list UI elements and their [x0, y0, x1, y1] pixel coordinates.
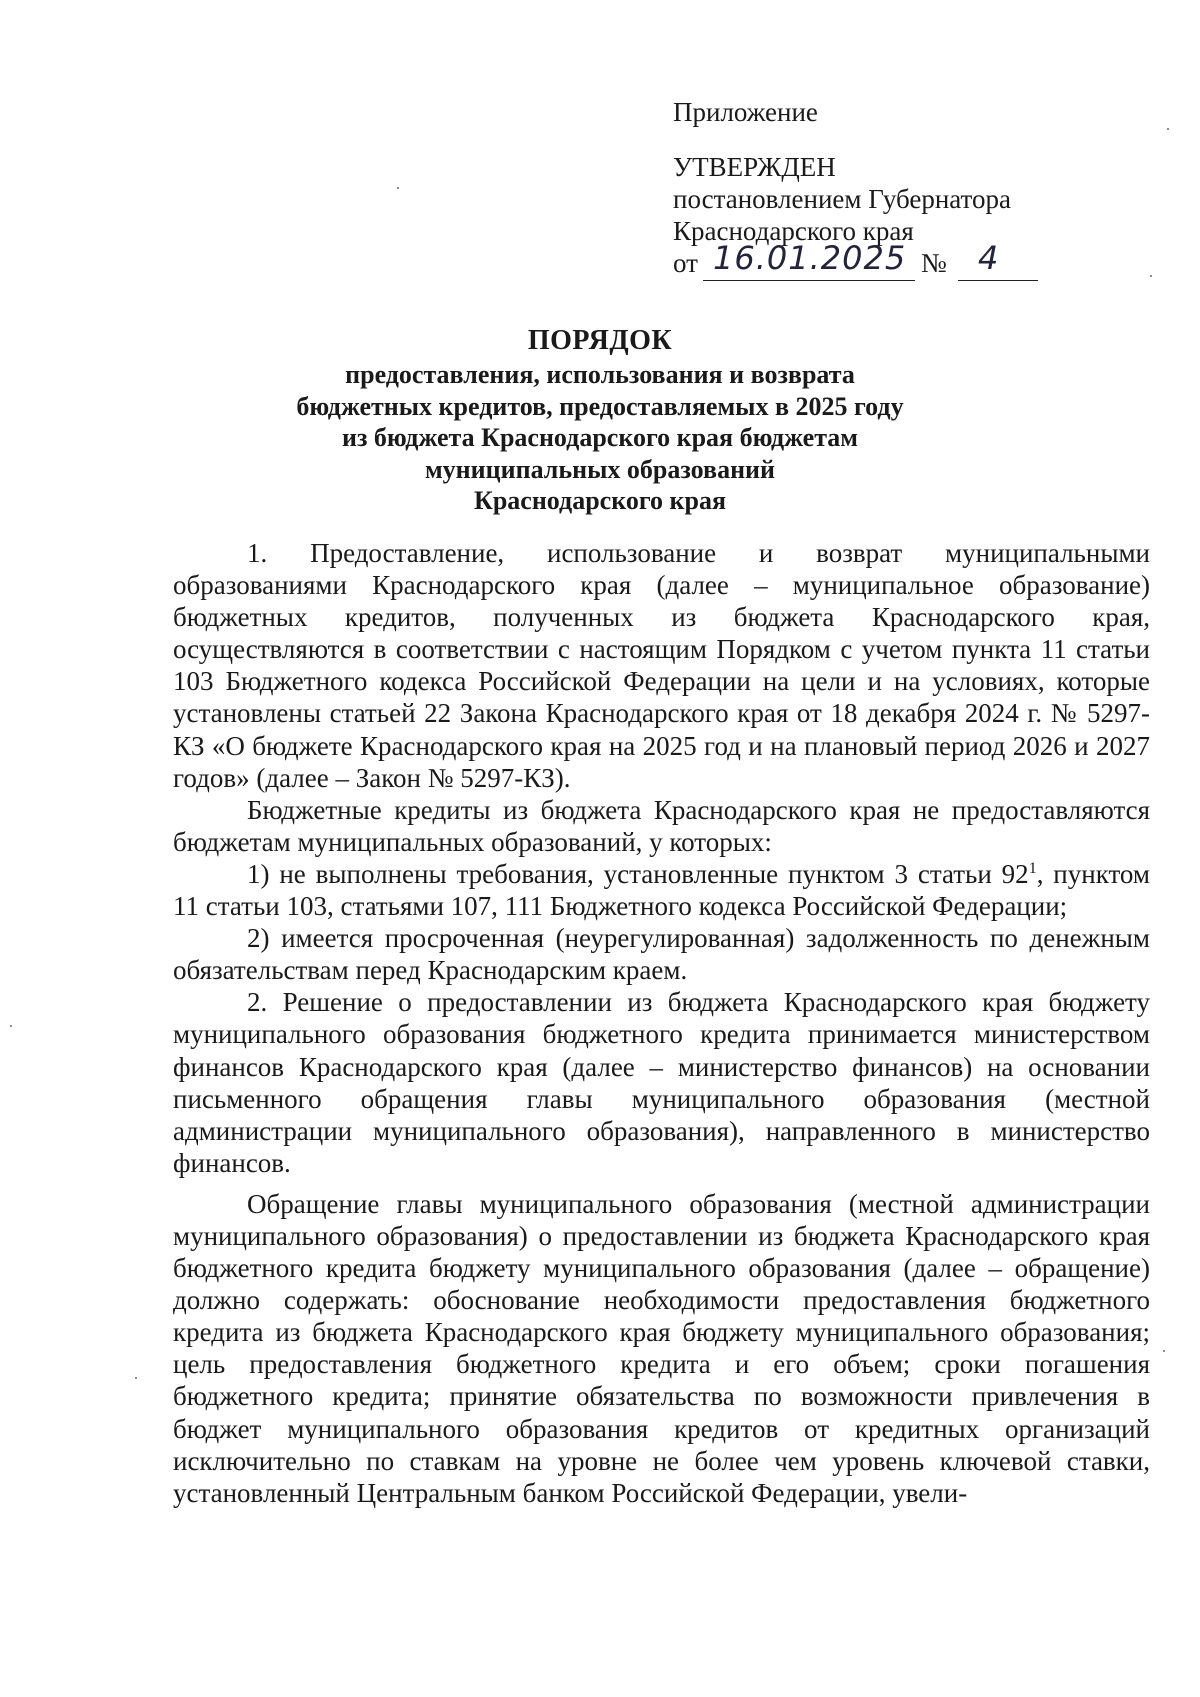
handwritten-date: 16.01.2025 [713, 239, 907, 277]
title-line: предоставления, использования и возврата [345, 360, 855, 389]
document-title [170, 323, 1030, 517]
date-prefix: от [673, 248, 698, 278]
title-main: ПОРЯДОК [527, 325, 673, 356]
paragraph-3-text-a: 1) не выполнены требования, установленные пунктом 3 статьи 92 [247, 858, 1029, 889]
title-line: муниципальных образований [424, 454, 776, 484]
title-line: бюджетных кредитов, предоставляемых в 2025 году [296, 391, 904, 421]
paragraph-5: 2. Решение о предоставлении из бюджета Краснодарского края бюджету муниципального образования бюджетного кредита принимается министерством финансов Краснодарского края (далее – министерство финансов) на основании письменного обращения главы муниципального образования (местной администрации муниципального образования), направленного в министерство финансов. [173, 987, 1150, 1178]
approval-block [673, 96, 1133, 287]
scan-speck [135, 1377, 137, 1379]
scan-speck [397, 187, 399, 189]
scan-speck [1163, 1350, 1165, 1352]
scan-speck [10, 1025, 12, 1027]
scan-speck [1150, 275, 1152, 277]
paragraph-3 [173, 858, 1150, 922]
scan-speck [1167, 128, 1169, 130]
title-line: из бюджета Краснодарского края бюджетам [341, 423, 859, 452]
approved-by-line-2: Краснодарского края [673, 216, 914, 246]
paragraph-1: 1. Предоставление, использование и возврат муниципальными образованиями Краснодарского края (далее – муниципальное образование) бюджетных кредитов, полученных из бюджета Краснодарского края, осуществляются в соответствии с настоящим Порядком с учетом пункта 11 статьи 103 Бюджетного кодекса Российской Федерации на цели и на условиях, которые установлены статьей 22 Закона Краснодарского края от 18 декабря 2024 г. № 5297-КЗ «О бюджете Краснодарского края на 2025 год и на плановый период 2026 и 2027 годов» (далее – Закон № 5297-КЗ). [173, 538, 1150, 793]
paragraph-4: 2) имеется просроченная (неурегулированная) задолженность по денежным обязательствам перед Краснодарским краем. [173, 923, 1150, 986]
document-body [173, 537, 1150, 1509]
paragraph-6: Обращение главы муниципального образования (местной администрации муниципального образования) о предоставлении из бюджета Краснодарского края бюджетного кредита бюджету муниципального образования (далее – обращение) должно содержать: обоснование необходимости предоставления бюджетного кредита из бюджета Краснодарского края бюджету муниципального образования; цель предоставления бюджетного кредита и его объем; сроки погашения бюджетного кредита; принятие обязательства по возможности привлечения в бюджет муниципального образования кредитов от кредитных организаций исключительно по ставкам на уровне не более чем уровень ключевой ставки, установленный Центральным банком Российской Федерации, увели- [173, 1188, 1150, 1508]
approved-label: УТВЕРЖДЕН [673, 152, 836, 182]
paragraph-2: Бюджетные кредиты из бюджета Краснодарского края не предоставляются бюджетам муниципальных образований, у которых: [173, 794, 1150, 857]
paragraph-3-text-b: , пунктом 11 статьи 103, статьями 107, 111 Бюджетного кодекса Российской Федерации; [173, 858, 1150, 922]
date-number-row [673, 239, 1133, 287]
number-underline [958, 280, 1038, 281]
handwritten-number: 4 [978, 239, 1000, 277]
title-line: Краснодарского края [473, 486, 727, 515]
approved-by-line-1: постановлением Губернатора [673, 184, 1011, 214]
number-prefix: № [921, 248, 947, 278]
date-underline [703, 280, 915, 281]
appendix-label: Приложение [673, 97, 818, 127]
superscript: 1 [1028, 859, 1037, 877]
